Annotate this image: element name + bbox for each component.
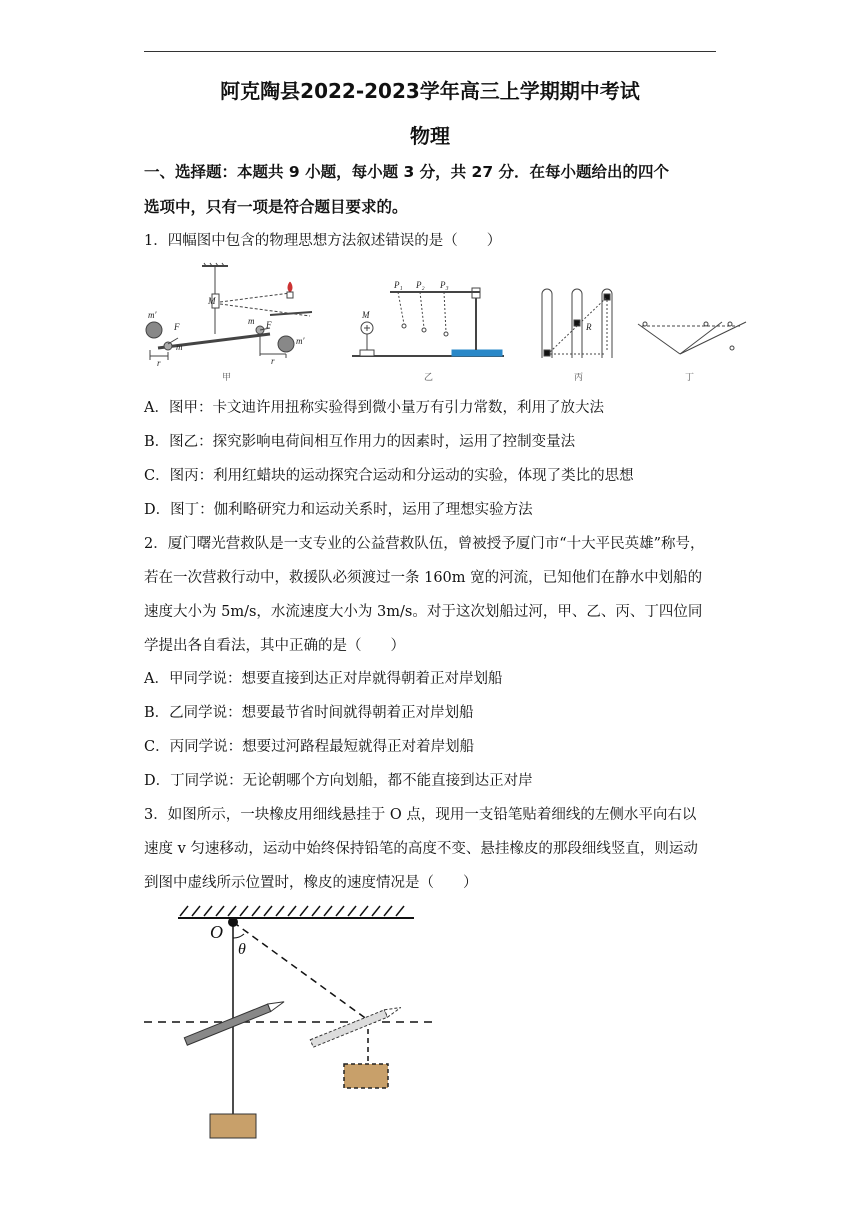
header-rule bbox=[144, 51, 716, 52]
label-F-right: F bbox=[266, 320, 272, 330]
figure-jia-labels bbox=[148, 296, 305, 368]
label-r-right: r bbox=[271, 356, 275, 366]
label-m-left: m bbox=[176, 342, 183, 352]
eraser bbox=[210, 1114, 256, 1138]
figure-ding-inclines bbox=[638, 322, 746, 354]
eraser-dashed bbox=[344, 1064, 388, 1088]
q1-option-b: B．图乙：探究影响电荷间相互作用力的因素时，运用了控制变量法 bbox=[144, 434, 576, 450]
label-M: M bbox=[208, 296, 216, 306]
q2-option-a: A．甲同学说：想要直接到达正对岸就得朝着正对岸划船 bbox=[144, 671, 503, 687]
q2-stem-line3: 速度大小为 5m/s，水流速度大小为 3m/s。对于这次划船过河，甲、乙、丙、丁四位同 bbox=[144, 604, 703, 620]
label-P1: P₁ bbox=[394, 280, 403, 290]
exam-title: 阿克陶县2022-2023学年高三上学期期中考试 bbox=[220, 79, 640, 103]
section-heading-line2: 选项中，只有一项是符合题目要求的。 bbox=[144, 198, 408, 216]
section-heading-line1: 一、选择题：本题共 9 小题，每小题 3 分，共 27 分．在每小题给出的四个 bbox=[144, 163, 670, 181]
q2-option-c: C．丙同学说：想要过河路程最短就得正对着岸划船 bbox=[144, 739, 475, 755]
label-m-prime-left: m′ bbox=[148, 310, 157, 320]
label-m-prime-right: m′ bbox=[296, 336, 305, 346]
q1-option-d: D．图丁：伽利略研究力和运动关系时，运用了理想实验方法 bbox=[144, 502, 533, 518]
q3-stem-line2: 速度 v 匀速移动，运动中始终保持铅笔的高度不变、悬挂橡皮的那段细线竖直，则运动 bbox=[144, 841, 698, 857]
q2-stem-line4: 学提出各自看法，其中正确的是（ ） bbox=[144, 638, 405, 654]
q3-stem-line3: 到图中虚线所示位置时，橡皮的速度情况是（ ） bbox=[144, 875, 478, 891]
figure-label-bing: 丙 bbox=[574, 372, 584, 382]
q1-option-c: C．图丙：利用红蜡块的运动探究合运动和分运动的实验，体现了类比的思想 bbox=[144, 468, 634, 484]
figure-yi-labels bbox=[361, 280, 449, 320]
q3-figure bbox=[140, 898, 460, 1146]
q1-option-a: A．图甲：卡文迪许用扭称实验得到微小量万有引力常数，利用了放大法 bbox=[144, 400, 604, 416]
q1-figures bbox=[140, 258, 760, 386]
label-O: O bbox=[210, 922, 223, 942]
figure-label-yi: 乙 bbox=[424, 372, 434, 382]
label-m-right: m bbox=[248, 316, 255, 326]
pencil-dashed bbox=[310, 1004, 402, 1047]
label-F-left: F bbox=[174, 322, 180, 332]
label-P2: P₂ bbox=[416, 280, 425, 290]
q2-option-b: B．乙同学说：想要最节省时间就得朝着正对岸划船 bbox=[144, 705, 474, 721]
q2-stem-line1: 2．厦门曙光营救队是一支专业的公益营救队伍，曾被授予厦门市“十大平民英雄”称号， bbox=[144, 536, 705, 552]
q2-option-d: D．丁同学说：无论朝哪个方向划船，都不能直接到达正对岸 bbox=[144, 773, 533, 789]
label-R: R bbox=[586, 322, 592, 332]
q2-stem-line2: 若在一次营救行动中，救援队必须渡过一条 160m 宽的河流，已知他们在静水中划船的 bbox=[144, 570, 703, 586]
label-r-left: r bbox=[157, 358, 161, 368]
dashed-string bbox=[233, 922, 368, 1020]
figure-label-jia: 甲 bbox=[222, 372, 232, 382]
q3-stem-line1: 3．如图所示，一块橡皮用细线悬挂于 O 点，现用一支铅笔贴着细线的左侧水平向右以 bbox=[144, 807, 697, 823]
label-P3: P₃ bbox=[440, 280, 449, 290]
figure-yi-charge-stand bbox=[352, 288, 504, 356]
q1-stem: 1．四幅图中包含的物理思想方法叙述错误的是（ ） bbox=[144, 233, 502, 249]
exam-subject: 物理 bbox=[410, 124, 450, 148]
label-theta: θ bbox=[238, 941, 246, 958]
figure-label-ding: 丁 bbox=[685, 372, 695, 382]
label-M-yi: M bbox=[362, 310, 370, 320]
figure-bing-tubes bbox=[542, 289, 612, 358]
ceiling bbox=[178, 906, 414, 918]
figure-jia-torsion-balance bbox=[146, 263, 312, 360]
